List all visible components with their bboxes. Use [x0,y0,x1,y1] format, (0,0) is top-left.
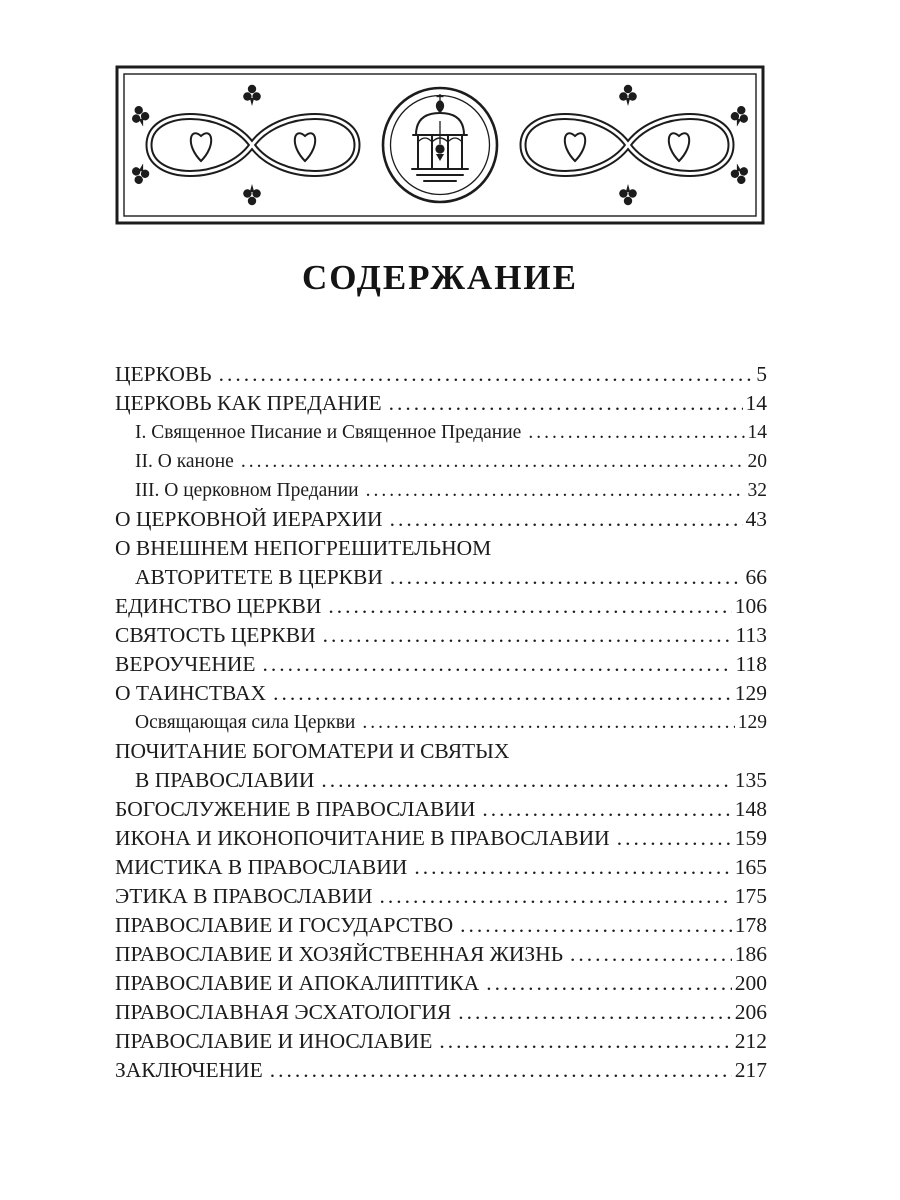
toc-row [115,853,767,882]
toc-row [115,679,767,708]
toc-entry-title: ПРАВОСЛАВИЕ И ГОСУДАРСТВО [115,913,454,937]
dot-leader [263,650,733,679]
toc-page-number: 106 [734,594,767,618]
toc-entry-title: ЕДИНСТВО ЦЕРКВИ [115,594,322,618]
dot-leader [414,853,731,882]
toc-page-number: 217 [734,1058,767,1082]
dot-leader [380,882,732,911]
toc-entry-title: ПРАВОСЛАВИЕ И ХОЗЯЙСТВЕННАЯ ЖИЗНЬ [115,942,564,966]
toc-entry-title: АВТОРИТЕТЕ В ЦЕРКВИ [135,565,383,589]
dot-leader [323,621,733,650]
toc-row [115,969,767,998]
toc-page-number: 118 [735,652,767,676]
toc-page-number: 32 [747,480,767,501]
dot-leader [458,998,731,1027]
dot-leader [486,969,732,998]
toc-page-number: 148 [734,797,767,821]
toc-row [115,911,767,940]
toc-entry-title: ПРАВОСЛАВИЕ И ИНОСЛАВИЕ [115,1029,433,1053]
toc-page-number: 66 [745,565,767,589]
toc-row [115,998,767,1027]
dot-leader [219,360,754,389]
toc-row [115,1027,767,1056]
dot-leader [390,563,743,592]
dot-leader [390,505,743,534]
toc-page-number: 175 [734,884,767,908]
toc-entry-title: ИКОНА И ИКОНОПОЧИТАНИЕ В ПРАВОСЛАВИИ [115,826,610,850]
ornamental-header-band [115,65,765,225]
toc-page-number: 165 [734,855,767,879]
dot-leader [321,766,731,795]
toc-row [115,447,767,476]
toc-row [115,882,767,911]
page-title: СОДЕРЖАНИЕ [301,258,578,297]
toc-row [115,505,767,534]
central-medallion [383,88,497,202]
toc-entry-title: ПОЧИТАНИЕ БОГОМАТЕРИ И СВЯТЫХ [115,739,510,763]
toc-entry-title: ЦЕРКОВЬ [115,362,212,386]
toc-entry-title: О ВНЕШНЕМ НЕПОГРЕШИТЕЛЬНОМ [115,536,492,560]
toc-row [115,795,767,824]
toc-row [115,824,767,853]
toc-page-number: 178 [734,913,767,937]
toc-page-number: 14 [747,422,767,443]
toc-page-number: 186 [734,942,767,966]
toc-row [115,650,767,679]
toc-entry-title: МИСТИКА В ПРАВОСЛАВИИ [115,855,408,879]
toc-entry-title: I. Священное Писание и Священное Предание [135,422,522,443]
dot-leader [482,795,731,824]
toc-page-number: 159 [734,826,767,850]
ornament-graphic [115,65,765,225]
toc-entry-title: II. О каноне [135,451,234,472]
dot-leader [528,418,744,447]
toc-row [115,563,767,592]
toc-page-number: 14 [745,391,767,415]
toc-row [115,737,767,766]
toc-row [115,766,767,795]
toc-row [115,389,767,418]
toc-entry-title: III. О церковном Предании [135,480,359,501]
toc-row [115,708,767,737]
toc-row [115,476,767,505]
dot-leader [366,476,745,505]
toc-row [115,360,767,389]
toc-page-number: 113 [735,623,767,647]
dot-leader [460,911,732,940]
toc-page-number: 5 [756,362,767,386]
toc-entry-title: О ТАИНСТВАХ [115,681,267,705]
dot-leader [273,679,732,708]
toc-page-number: 129 [734,681,767,705]
dot-leader [362,708,734,737]
toc-row [115,940,767,969]
dot-leader [617,824,732,853]
toc-entry-title: О ЦЕРКОВНОЙ ИЕРАРХИИ [115,507,383,531]
table-of-contents [115,360,767,1085]
toc-row [115,621,767,650]
toc-row [115,592,767,621]
toc-entry-title: В ПРАВОСЛАВИИ [135,768,315,792]
toc-entry-title: ЦЕРКОВЬ КАК ПРЕДАНИЕ [115,391,382,415]
toc-page-number: 20 [747,451,767,472]
toc-row [115,534,767,563]
dot-leader [570,940,732,969]
toc-page-number: 206 [734,1000,767,1024]
toc-entry-title: ЗАКЛЮЧЕНИЕ [115,1058,263,1082]
toc-entry-title: ЭТИКА В ПРАВОСЛАВИИ [115,884,373,908]
toc-page-number: 212 [734,1029,767,1053]
toc-page-number: 135 [734,768,767,792]
toc-entry-title: СВЯТОСТЬ ЦЕРКВИ [115,623,316,647]
toc-entry-title: ПРАВОСЛАВИЕ И АПОКАЛИПТИКА [115,971,480,995]
toc-entry-title: ПРАВОСЛАВНАЯ ЭСХАТОЛОГИЯ [115,1000,452,1024]
dot-leader [439,1027,731,1056]
toc-entry-title: БОГОСЛУЖЕНИЕ В ПРАВОСЛАВИИ [115,797,476,821]
dot-leader [241,447,745,476]
dot-leader [328,592,731,621]
toc-entry-title: ВЕРОУЧЕНИЕ [115,652,256,676]
toc-row [115,1056,767,1085]
toc-entry-title: Освящающая сила Церкви [135,712,356,733]
dot-leader [270,1056,732,1085]
dot-leader [389,389,743,418]
toc-page-number: 43 [745,507,767,531]
toc-page-number: 200 [734,971,767,995]
toc-row [115,418,767,447]
toc-page-number: 129 [737,712,767,733]
